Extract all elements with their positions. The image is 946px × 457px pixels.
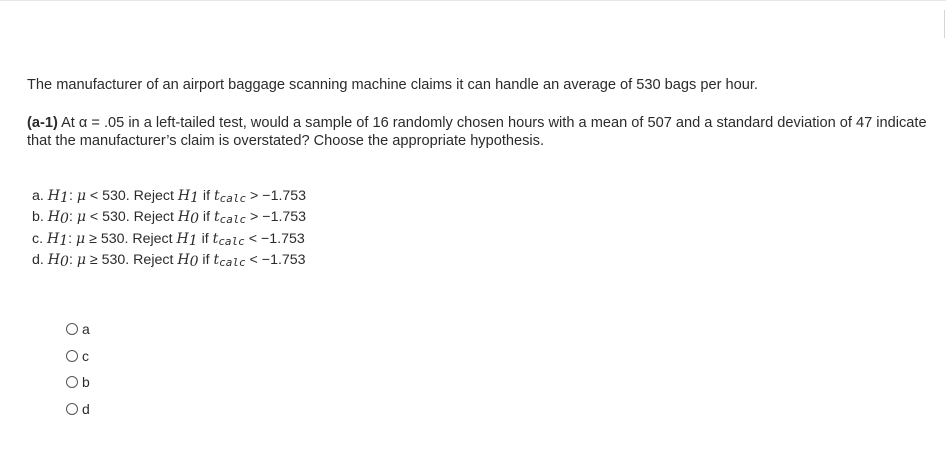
choice-d[interactable]	[66, 396, 90, 423]
reject-symbol: H	[177, 251, 190, 268]
choice-c[interactable]	[66, 343, 90, 370]
hypothesis-symbol: H	[47, 188, 61, 204]
colon: :	[68, 209, 73, 226]
question-body: At α = .05 in a left-tailed test, would a sample of 16 randomly chosen hours with a mean of 507 and a standard deviation of 47 indicate that the manufacturer’s claim is overstated? Choose the appropriate hypothesis.	[27, 115, 927, 149]
mu-symbol: μ	[76, 230, 86, 247]
question-text	[27, 114, 942, 150]
radio-button[interactable]	[66, 350, 78, 362]
colon: :	[68, 188, 73, 204]
scrollbar-edge	[944, 10, 945, 38]
option-b	[32, 207, 306, 228]
reject-subscript: 0	[189, 253, 199, 270]
reject-subscript: 1	[188, 232, 198, 249]
option-comparison: < −1.753	[245, 251, 306, 268]
mu-symbol: μ	[76, 209, 86, 226]
if-word: if	[198, 251, 214, 268]
t-symbol: t	[212, 230, 219, 247]
calc-subscript: calc	[219, 192, 247, 205]
answer-choices	[66, 316, 90, 422]
colon: :	[68, 230, 73, 247]
top-divider	[0, 0, 946, 1]
hypothesis-subscript: 1	[59, 232, 69, 249]
option-comparison: < −1.753	[244, 230, 305, 247]
colon: :	[68, 251, 73, 268]
hypothesis-options	[32, 186, 306, 271]
option-letter: a.	[32, 188, 44, 204]
reject-symbol: H	[176, 230, 189, 247]
choice-label: d	[82, 400, 90, 417]
reject-symbol: H	[177, 188, 191, 204]
radio-button[interactable]	[66, 403, 78, 415]
radio-button[interactable]	[66, 323, 78, 335]
option-letter: b.	[32, 209, 44, 226]
option-relation: < 530. Reject	[85, 188, 178, 204]
option-relation: ≥ 530. Reject	[85, 230, 177, 247]
t-symbol: t	[213, 251, 220, 268]
option-letter: c.	[32, 230, 44, 247]
option-relation: ≥ 530. Reject	[85, 251, 178, 268]
option-comparison: > −1.753	[246, 209, 307, 226]
hypothesis-symbol: H	[47, 251, 61, 268]
calc-subscript: calc	[219, 255, 246, 269]
if-word: if	[198, 188, 214, 204]
option-relation: < 530. Reject	[85, 209, 178, 226]
option-d	[32, 250, 306, 271]
calc-subscript: calc	[219, 213, 247, 227]
question-label: (a-1)	[27, 115, 58, 131]
reject-subscript: 0	[190, 211, 199, 228]
option-comparison: > −1.753	[246, 188, 307, 204]
calc-subscript: calc	[218, 234, 245, 248]
t-symbol: t	[213, 209, 220, 226]
if-word: if	[198, 209, 214, 226]
hypothesis-subscript: 1	[60, 190, 69, 206]
choice-label: b	[82, 374, 90, 391]
t-symbol: t	[213, 188, 220, 204]
choice-a[interactable]	[66, 316, 90, 343]
option-c	[32, 229, 306, 250]
reject-subscript: 1	[190, 190, 199, 206]
reject-symbol: H	[177, 209, 191, 226]
choice-b[interactable]	[66, 369, 90, 396]
choice-label: c	[82, 347, 89, 364]
hypothesis-symbol: H	[47, 209, 61, 226]
if-word: if	[197, 230, 213, 247]
choice-label: a	[82, 321, 90, 338]
radio-button[interactable]	[66, 376, 78, 388]
mu-symbol: μ	[76, 188, 86, 204]
hypothesis-subscript: 0	[60, 253, 69, 270]
hypothesis-symbol: H	[47, 230, 60, 247]
problem-intro: The manufacturer of an airport baggage scanning machine claims it can handle an average of 530 bags per hour.	[27, 77, 758, 93]
option-letter: d.	[32, 251, 44, 268]
option-a	[32, 186, 306, 207]
mu-symbol: μ	[76, 251, 86, 268]
hypothesis-subscript: 0	[60, 211, 69, 228]
